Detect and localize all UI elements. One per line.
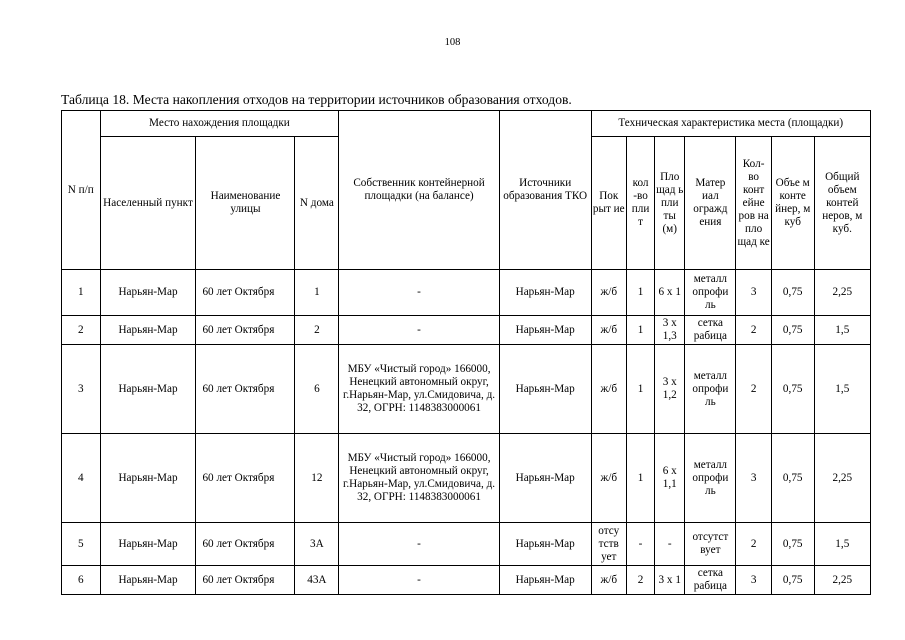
table-row xyxy=(62,316,871,345)
cell-sources: Нарьян-Мар xyxy=(499,345,591,434)
cell-owner: МБУ «Чистый город» 166000, Ненецкий автономный округ, г.Нарьян-Мар, ул.Смидовича, д. 32, ОГРН: 1148383000061 xyxy=(339,345,500,434)
cell-house: 2 xyxy=(295,316,339,345)
cell-street: 60 лет Октября xyxy=(196,270,295,316)
cell-total-volume: 1,5 xyxy=(814,345,870,434)
cell-house: 12 xyxy=(295,434,339,523)
header-slab-area: Пло щад ь пли ты (м) xyxy=(655,137,685,270)
table-row xyxy=(62,345,871,434)
cell-owner: - xyxy=(339,270,500,316)
cell-container-volume: 0,75 xyxy=(771,270,814,316)
header-row-1 xyxy=(62,111,871,137)
header-surface: Пок рыт ие xyxy=(591,137,626,270)
header-owner: Собственник контейнерной площадки (на балансе) xyxy=(339,111,500,270)
waste-sites-table xyxy=(61,110,871,595)
cell-street: 60 лет Октября xyxy=(196,345,295,434)
cell-surface: ж/б xyxy=(591,316,626,345)
cell-num: 4 xyxy=(62,434,101,523)
cell-container-volume: 0,75 xyxy=(771,345,814,434)
header-slab-count: кол -во пли т xyxy=(626,137,654,270)
cell-container-volume: 0,75 xyxy=(771,523,814,566)
cell-container-count: 2 xyxy=(736,316,771,345)
header-container-count: Кол- во конт ейне ров на пло щад ке xyxy=(736,137,771,270)
cell-slab-area: 6 x 1,1 xyxy=(655,434,685,523)
header-house: N дома xyxy=(295,137,339,270)
cell-sources: Нарьян-Мар xyxy=(499,270,591,316)
cell-surface: ж/б xyxy=(591,566,626,595)
table-row xyxy=(62,434,871,523)
cell-street: 60 лет Октября xyxy=(196,434,295,523)
header-location-group: Место нахождения площадки xyxy=(100,111,339,137)
page-number: 108 xyxy=(444,37,461,48)
cell-sources: Нарьян-Мар xyxy=(499,566,591,595)
cell-slab-area: 3 x 1,2 xyxy=(655,345,685,434)
cell-total-volume: 2,25 xyxy=(814,566,870,595)
cell-num: 1 xyxy=(62,270,101,316)
cell-house: 6 xyxy=(295,345,339,434)
header-sources: Источники образования ТКО xyxy=(499,111,591,270)
header-num: N п/п xyxy=(62,111,101,270)
cell-total-volume: 1,5 xyxy=(814,523,870,566)
cell-num: 5 xyxy=(62,523,101,566)
cell-owner: - xyxy=(339,566,500,595)
cell-owner: - xyxy=(339,523,500,566)
cell-street: 60 лет Октября xyxy=(196,566,295,595)
cell-surface: ж/б xyxy=(591,434,626,523)
cell-settlement: Нарьян-Мар xyxy=(100,316,196,345)
cell-container-volume: 0,75 xyxy=(771,434,814,523)
table-row xyxy=(62,523,871,566)
cell-container-volume: 0,75 xyxy=(771,316,814,345)
cell-slab-count: - xyxy=(626,523,654,566)
table-caption: Таблица 18. Места накопления отходов на территории источников образования отходов. xyxy=(61,92,572,107)
cell-sources: Нарьян-Мар xyxy=(499,523,591,566)
cell-num: 3 xyxy=(62,345,101,434)
cell-settlement: Нарьян-Мар xyxy=(100,523,196,566)
cell-settlement: Нарьян-Мар xyxy=(100,345,196,434)
cell-fence: металл опрофи ль xyxy=(685,270,736,316)
cell-num: 6 xyxy=(62,566,101,595)
cell-slab-count: 1 xyxy=(626,316,654,345)
cell-container-volume: 0,75 xyxy=(771,566,814,595)
cell-num: 2 xyxy=(62,316,101,345)
cell-house: 3А xyxy=(295,523,339,566)
cell-settlement: Нарьян-Мар xyxy=(100,270,196,316)
cell-total-volume: 1,5 xyxy=(814,316,870,345)
cell-total-volume: 2,25 xyxy=(814,270,870,316)
header-fence: Матер иал огражд ения xyxy=(685,137,736,270)
cell-surface: ж/б xyxy=(591,345,626,434)
cell-house: 43А xyxy=(295,566,339,595)
cell-fence: отсутст вует xyxy=(685,523,736,566)
cell-total-volume: 2,25 xyxy=(814,434,870,523)
cell-slab-area: 6 x 1 xyxy=(655,270,685,316)
header-total-volume: Общий объем контей неров, м куб. xyxy=(814,137,870,270)
cell-fence: сетка рабица xyxy=(685,566,736,595)
cell-house: 1 xyxy=(295,270,339,316)
header-tech-group: Техническая характеристика места (площадки) xyxy=(591,111,870,137)
cell-fence: металл опрофи ль xyxy=(685,345,736,434)
cell-surface: отсу тств ует xyxy=(591,523,626,566)
cell-slab-count: 1 xyxy=(626,270,654,316)
cell-sources: Нарьян-Мар xyxy=(499,316,591,345)
table-row xyxy=(62,270,871,316)
cell-settlement: Нарьян-Мар xyxy=(100,434,196,523)
header-settlement: Населенный пункт xyxy=(100,137,196,270)
cell-container-count: 3 xyxy=(736,270,771,316)
cell-slab-count: 1 xyxy=(626,345,654,434)
cell-slab-count: 2 xyxy=(626,566,654,595)
cell-container-count: 3 xyxy=(736,434,771,523)
cell-container-count: 2 xyxy=(736,345,771,434)
cell-surface: ж/б xyxy=(591,270,626,316)
cell-owner: МБУ «Чистый город» 166000, Ненецкий автономный округ, г.Нарьян-Мар, ул.Смидовича, д. 32, ОГРН: 1148383000061 xyxy=(339,434,500,523)
cell-sources: Нарьян-Мар xyxy=(499,434,591,523)
cell-settlement: Нарьян-Мар xyxy=(100,566,196,595)
cell-owner: - xyxy=(339,316,500,345)
cell-street: 60 лет Октября xyxy=(196,523,295,566)
cell-slab-count: 1 xyxy=(626,434,654,523)
header-container-volume: Объе м конте йнер, м куб xyxy=(771,137,814,270)
cell-container-count: 2 xyxy=(736,523,771,566)
cell-street: 60 лет Октября xyxy=(196,316,295,345)
table-row xyxy=(62,566,871,595)
cell-slab-area: 3 x 1 xyxy=(655,566,685,595)
cell-slab-area: 3 x 1,3 xyxy=(655,316,685,345)
cell-slab-area: - xyxy=(655,523,685,566)
header-street: Наименование улицы xyxy=(196,137,295,270)
cell-container-count: 3 xyxy=(736,566,771,595)
cell-fence: металл опрофи ль xyxy=(685,434,736,523)
cell-fence: сетка рабица xyxy=(685,316,736,345)
